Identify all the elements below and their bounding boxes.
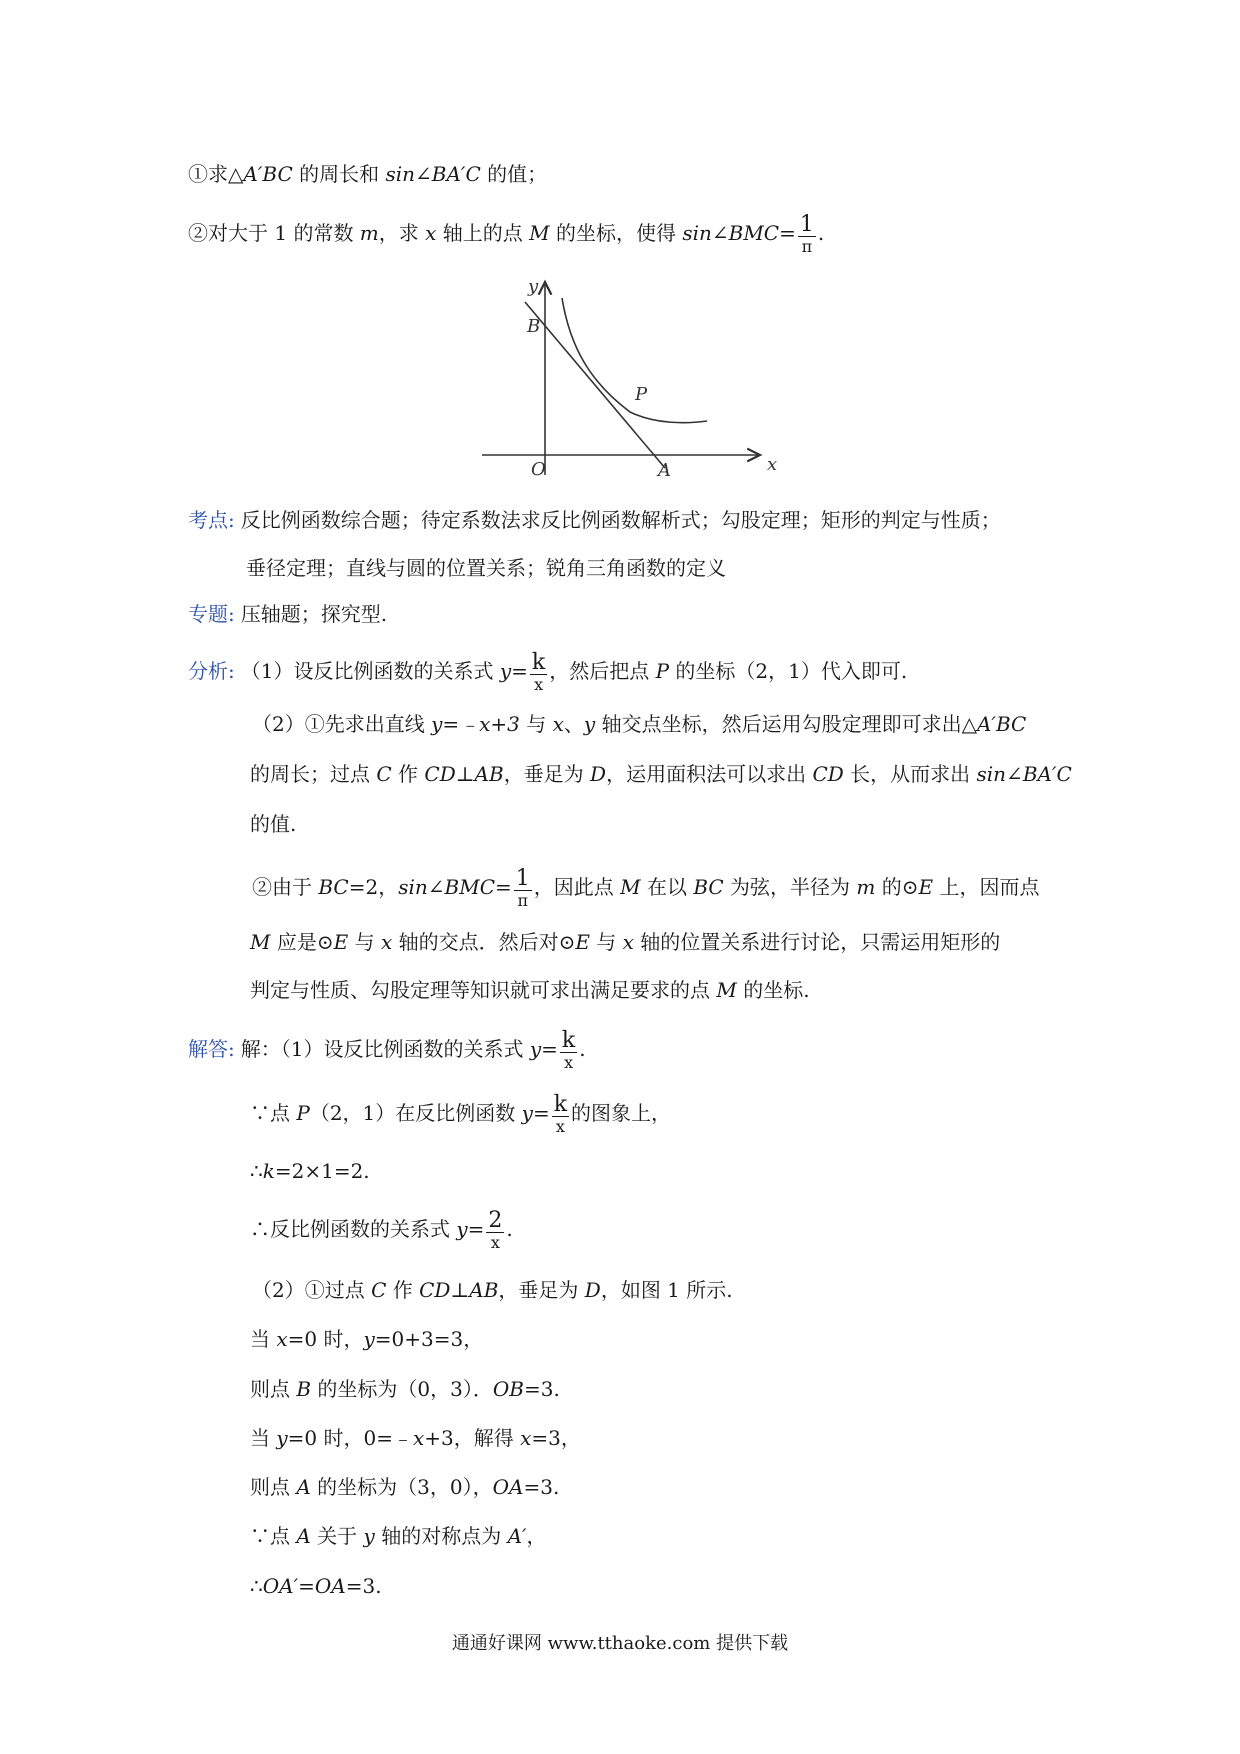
fenxi-line-4: 的值.: [250, 812, 297, 836]
fenxi-line-2: （2）①先求出直线 y=﹣x+3 与 x、y 轴交点坐标，然后运用勾股定理即可求出△A′BC: [252, 712, 1027, 736]
label-B: B: [527, 316, 541, 337]
jieda-line-5: （2）①过点 C 作 CD⊥AB，垂足为 D，如图 1 所示.: [252, 1278, 733, 1302]
label-y: y: [528, 276, 539, 297]
fraction: $\frac{k}{x}$: [553, 1092, 568, 1136]
jieda-line-2: ∵点 P（2，1）在反比例函数 y= $\frac{k}{x}$ 的图象上，: [250, 1092, 672, 1136]
jieda-line-8: 当 y=0 时，0=﹣x+3，解得 x=3，: [250, 1426, 581, 1450]
fraction: $\frac{k}{x}$: [561, 1028, 576, 1072]
fraction: $\frac{1}{\pi}$: [515, 866, 530, 910]
fraction: $\frac{2}{x}$: [488, 1208, 503, 1252]
fraction: $\frac{1}{\pi}$: [799, 212, 814, 256]
page-footer: 通通好课网 www.tthaoke.com 提供下载: [451, 1633, 789, 1654]
label-O: O: [531, 459, 546, 480]
jieda-line-10: ∵点 A 关于 y 轴的对称点为 A′，: [250, 1524, 547, 1548]
jieda-line-1: 解答: 解：（1）设反比例函数的关系式 y= $\frac{k}{x}$ .: [188, 1028, 586, 1072]
zhuanti-line: 专题: 压轴题；探究型.: [188, 602, 388, 626]
fraction: $\frac{k}{x}$: [531, 650, 546, 694]
coordinate-figure: [475, 272, 778, 482]
jieda-line-11: ∴OA′=OA=3.: [250, 1574, 382, 1598]
kaodian-line-1: 考点: 反比例函数综合题；待定系数法求反比例函数解析式；勾股定理；矩形的判定与性质；: [188, 508, 1001, 532]
fenxi-line-5: ②由于 BC=2，sin∠BMC= $\frac{1}{\pi}$ ，因此点 M 在以 BC 为弦，半径为 m 的⊙E 上，因而点: [252, 866, 1040, 910]
question-item-1: ①求△A′BC 的周长和 sin∠BA′C 的值；: [188, 162, 548, 186]
fenxi-line-1: 分析: （1）设反比例函数的关系式 y= $\frac{k}{x}$ ，然后把点 P 的坐标（2，1）代入即可.: [188, 650, 908, 694]
fenxi-label: 分析:: [188, 659, 235, 683]
label-x: x: [767, 454, 778, 475]
kaodian-label: 考点:: [188, 508, 235, 532]
zhuanti-label: 专题:: [188, 602, 235, 626]
fenxi-line-6: M 应是⊙E 与 x 轴的交点．然后对⊙E 与 x 轴的位置关系进行讨论，只需运用矩形的: [250, 930, 1001, 954]
jieda-line-9: 则点 A 的坐标为（3，0），OA=3.: [250, 1475, 560, 1499]
fenxi-line-3: 的周长；过点 C 作 CD⊥AB，垂足为 D，运用面积法可以求出 CD 长，从而求出 sin∠BA′C: [250, 762, 1072, 786]
jieda-line-4: ∴反比例函数的关系式 y= $\frac{2}{x}$ .: [250, 1208, 513, 1252]
jieda-line-6: 当 x=0 时，y=0+3=3，: [250, 1327, 484, 1351]
jieda-label: 解答:: [188, 1037, 235, 1061]
label-A: A: [658, 460, 671, 481]
jieda-line-7: 则点 B 的坐标为（0，3）．OB=3.: [250, 1377, 560, 1401]
fenxi-line-7: 判定与性质、勾股定理等知识就可求出满足要求的点 M 的坐标.: [250, 978, 810, 1002]
kaodian-line-2: 垂径定理；直线与圆的位置关系；锐角三角函数的定义: [246, 556, 726, 580]
question-item-2: ②对大于 1 的常数 m，求 x 轴上的点 M 的坐标，使得 sin∠BMC= $\frac{1}{\pi}$ .: [188, 212, 825, 256]
jieda-line-3: ∴k=2×1=2.: [250, 1159, 370, 1183]
label-P: P: [635, 384, 648, 405]
